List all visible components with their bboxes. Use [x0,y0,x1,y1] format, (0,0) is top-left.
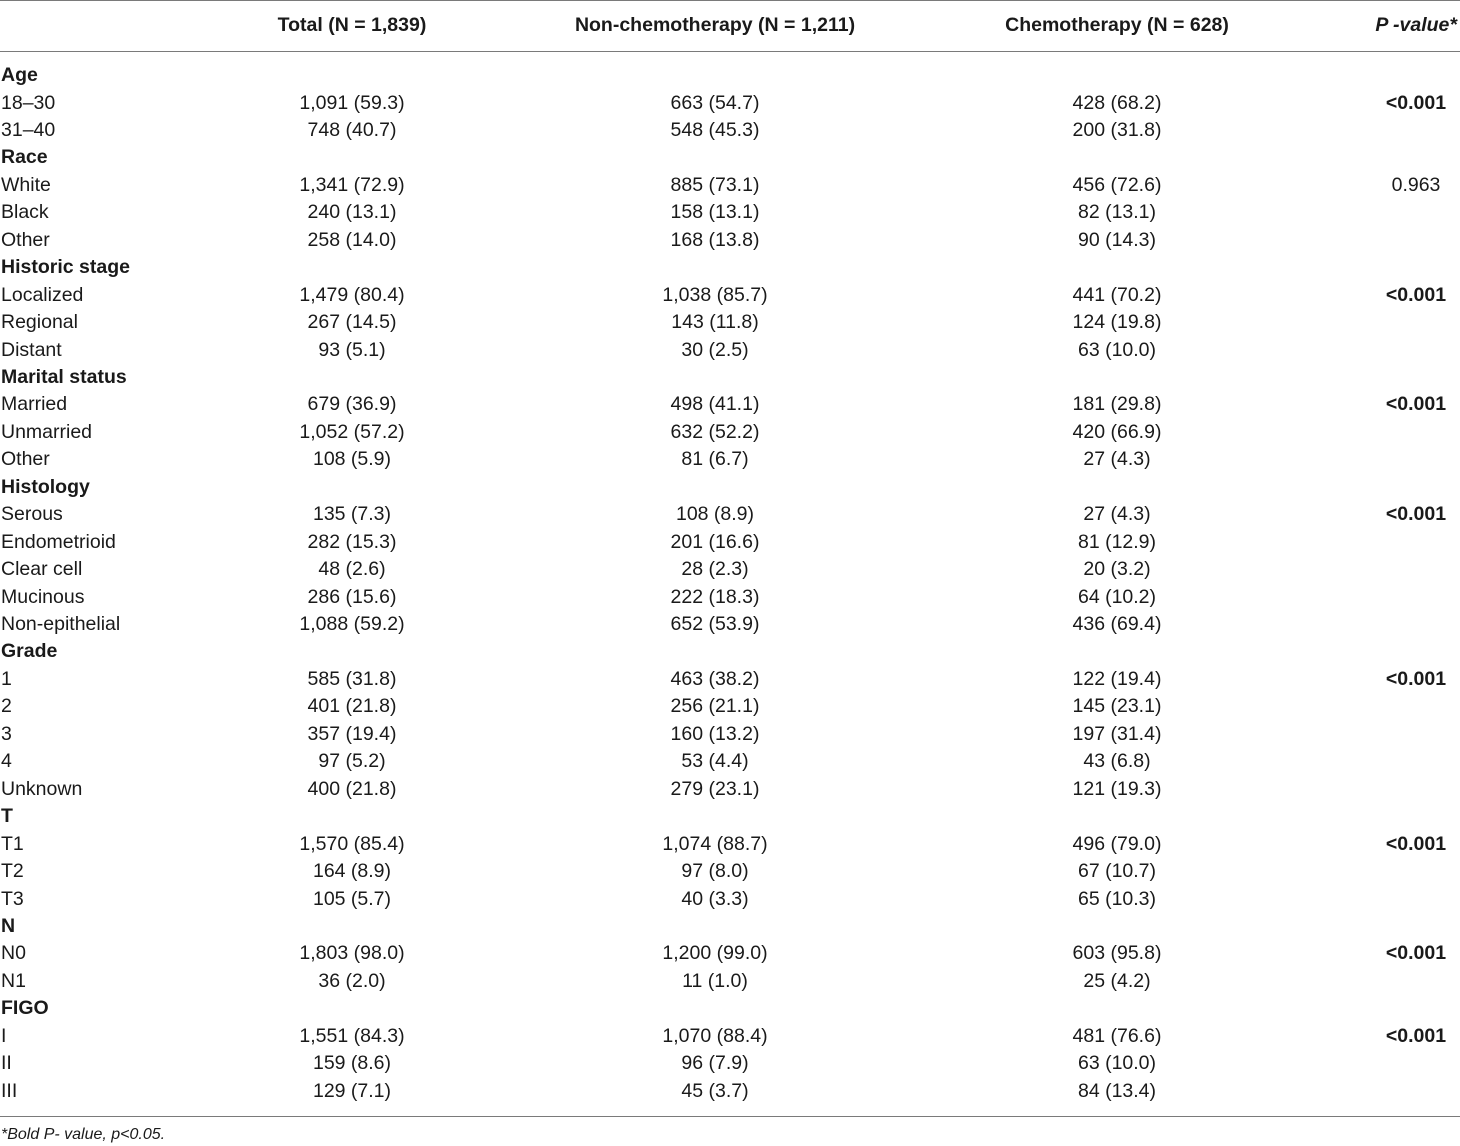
table-row [0,282,1460,309]
cell-non-chemotherapy: 548 (45.3) [670,118,760,141]
cell-non-chemotherapy: 160 (13.2) [670,722,760,745]
cell-non-chemotherapy: 279 (23.1) [670,777,760,800]
row-label: Married [1,393,68,416]
row-label: Localized [1,283,84,306]
cell-total: 357 (19.4) [307,722,397,745]
row-label: T1 [1,832,24,855]
table-row [0,556,1460,583]
table-row [0,309,1460,336]
row-label: 18–30 [1,91,56,114]
row-label: Regional [1,311,78,333]
cell-non-chemotherapy: 632 (52.2) [670,420,760,443]
cell-chemotherapy: 124 (19.8) [1072,311,1162,333]
group-label: Age [1,64,38,86]
cell-total: 164 (8.9) [312,860,392,882]
row-label: 3 [1,722,12,745]
table-row [0,199,1460,226]
cell-chemotherapy: 122 (19.4) [1072,667,1162,690]
cell-total: 1,091 (59.3) [299,91,405,114]
row-label: 31–40 [1,118,56,141]
cell-total: 48 (2.6) [318,558,386,581]
row-label: Black [1,201,49,224]
cell-chemotherapy: 200 (31.8) [1072,118,1162,141]
cell-total: 240 (13.1) [307,201,397,224]
cell-non-chemotherapy: 652 (53.9) [670,613,760,635]
table-row [0,391,1460,418]
cell-chemotherapy: 420 (66.9) [1072,420,1162,443]
cell-p-value: <0.001 [1385,832,1447,855]
cell-chemotherapy: 25 (4.2) [1083,969,1151,992]
cell-total: 748 (40.7) [307,118,397,141]
cell-total: 93 (5.1) [318,338,386,361]
cell-total: 129 (7.1) [312,1079,392,1102]
table-row [0,858,1460,885]
cell-non-chemotherapy: 30 (2.5) [681,338,749,361]
cell-total: 1,570 (85.4) [299,832,405,855]
group-header-row [0,254,1460,281]
table-row [0,776,1460,803]
cell-chemotherapy: 65 (10.3) [1077,887,1157,910]
cell-total: 258 (14.0) [307,228,397,251]
table-row [0,501,1460,528]
group-label: Grade [1,640,58,663]
table-row [0,721,1460,748]
table-row [0,529,1460,556]
table-row [0,419,1460,446]
cell-chemotherapy: 121 (19.3) [1072,777,1162,800]
table-row [0,693,1460,720]
cell-total: 108 (5.9) [312,448,392,471]
cell-non-chemotherapy: 498 (41.1) [670,393,760,416]
cell-total: 679 (36.9) [307,393,397,416]
table-row [0,666,1460,693]
cell-total: 1,479 (80.4) [299,283,405,306]
row-label: T3 [1,887,24,910]
row-label: T2 [1,860,24,882]
cell-non-chemotherapy: 1,200 (99.0) [662,942,768,965]
cell-chemotherapy: 441 (70.2) [1072,283,1162,306]
row-label: N1 [1,969,26,992]
table-row [0,1078,1460,1105]
cell-non-chemotherapy: 143 (11.8) [671,311,759,333]
cell-total: 1,341 (72.9) [299,173,405,196]
bottom-rule [0,1116,1460,1117]
header-rule [0,51,1460,52]
cell-total: 282 (15.3) [307,530,397,553]
cell-non-chemotherapy: 201 (16.6) [670,530,760,553]
row-label: II [1,1052,12,1075]
cell-total: 159 (8.6) [312,1052,392,1075]
group-label: Histology [1,475,90,498]
cell-total: 400 (21.8) [307,777,397,800]
cell-non-chemotherapy: 168 (13.8) [670,228,760,251]
cell-p-value: <0.001 [1385,393,1447,416]
row-label: 1 [1,667,12,690]
group-header-row [0,913,1460,940]
cell-non-chemotherapy: 1,070 (88.4) [662,1024,768,1047]
group-header-row [0,474,1460,501]
cell-p-value: <0.001 [1385,1024,1447,1047]
group-header-row [0,638,1460,665]
cell-p-value: <0.001 [1385,942,1447,965]
cell-non-chemotherapy: 222 (18.3) [670,585,760,608]
top-rule [0,0,1460,1]
cell-non-chemotherapy: 11 (1.0) [682,969,748,992]
cell-non-chemotherapy: 40 (3.3) [681,887,749,910]
table-row [0,1050,1460,1077]
cell-total: 1,088 (59.2) [299,613,405,635]
cell-non-chemotherapy: 463 (38.2) [670,667,760,690]
cell-total: 36 (2.0) [318,969,386,992]
cell-non-chemotherapy: 663 (54.7) [670,91,760,114]
cell-chemotherapy: 436 (69.4) [1072,613,1162,635]
header-cell-p-value: P -value* [1375,14,1457,36]
table-row [0,584,1460,611]
table-row [0,611,1460,638]
row-label: Clear cell [1,558,83,581]
cell-non-chemotherapy: 96 (7.9) [681,1052,749,1075]
table-row [0,940,1460,967]
cell-chemotherapy: 428 (68.2) [1072,91,1162,114]
cell-chemotherapy: 181 (29.8) [1072,393,1162,416]
cell-non-chemotherapy: 256 (21.1) [670,695,760,718]
cell-non-chemotherapy: 108 (8.9) [675,503,755,526]
table-row [0,748,1460,775]
cell-p-value: <0.001 [1385,503,1447,526]
group-label: T [1,805,13,828]
table-footnote: *Bold P- value, p<0.05. [1,1126,166,1143]
cell-p-value: 0.963 [1391,173,1441,196]
table-row [0,227,1460,254]
cell-total: 135 (7.3) [312,503,392,526]
row-label: Unmarried [1,420,93,443]
row-label: Non-epithelial [1,613,121,635]
row-label: Other [1,448,50,471]
header-cell-total: Total (N = 1,839) [277,14,427,36]
cell-non-chemotherapy: 45 (3.7) [681,1079,749,1102]
cell-chemotherapy: 84 (13.4) [1077,1079,1157,1102]
table-header [0,12,1460,39]
cell-chemotherapy: 496 (79.0) [1072,832,1162,855]
table-row [0,117,1460,144]
row-label: Other [1,228,50,251]
row-label: Endometrioid [1,530,116,553]
group-label: N [1,914,16,937]
cell-total: 267 (14.5) [307,311,397,333]
cell-total: 286 (15.6) [307,585,397,608]
cell-total: 585 (31.8) [307,667,397,690]
cell-total: 1,551 (84.3) [299,1024,405,1047]
row-label: Serous [1,503,63,526]
header-cell-non-chemotherapy: Non-chemotherapy (N = 1,211) [574,14,856,36]
row-label: Mucinous [1,585,85,608]
cell-total: 105 (5.7) [312,887,392,910]
table-row [0,886,1460,913]
table-row [0,446,1460,473]
group-label: Race [1,146,48,169]
cell-chemotherapy: 90 (14.3) [1077,228,1157,251]
cell-total: 97 (5.2) [318,750,386,773]
table-row [0,968,1460,995]
cell-chemotherapy: 67 (10.7) [1077,860,1157,882]
table-row [0,337,1460,364]
cell-total: 1,803 (98.0) [299,942,405,965]
group-header-row [0,144,1460,171]
cell-chemotherapy: 27 (4.3) [1083,448,1151,471]
table-row [0,831,1460,858]
cell-chemotherapy: 82 (13.1) [1077,201,1157,224]
cell-chemotherapy: 43 (6.8) [1083,750,1151,773]
row-label: White [1,173,51,196]
cell-chemotherapy: 63 (10.0) [1077,338,1157,361]
cell-p-value: <0.001 [1385,283,1447,306]
table-row [0,1023,1460,1050]
cell-chemotherapy: 456 (72.6) [1072,173,1162,196]
cell-non-chemotherapy: 97 (8.0) [681,860,749,882]
row-label: Unknown [1,777,83,800]
cell-non-chemotherapy: 1,038 (85.7) [662,283,768,306]
group-header-row [0,995,1460,1022]
group-header-row [0,62,1460,89]
cell-chemotherapy: 81 (12.9) [1077,530,1157,553]
cell-chemotherapy: 603 (95.8) [1072,942,1162,965]
group-label: Historic stage [1,256,130,279]
row-label: Distant [1,338,62,361]
cell-chemotherapy: 64 (10.2) [1077,585,1157,608]
cell-chemotherapy: 145 (23.1) [1072,695,1162,718]
group-header-row [0,803,1460,830]
group-label: Marital status [1,365,127,388]
group-header-row [0,364,1460,391]
group-label: FIGO [1,997,49,1020]
cell-chemotherapy: 20 (3.2) [1083,558,1151,581]
cell-p-value: <0.001 [1385,91,1447,114]
row-label: III [1,1079,18,1102]
cell-non-chemotherapy: 28 (2.3) [681,558,749,581]
cell-total: 1,052 (57.2) [299,420,405,443]
table-row [0,172,1460,199]
table-row [0,90,1460,117]
cell-chemotherapy: 63 (10.0) [1077,1052,1157,1075]
row-label: 4 [1,750,12,773]
cell-p-value: <0.001 [1385,667,1447,690]
cell-non-chemotherapy: 885 (73.1) [670,173,760,196]
header-cell-chemotherapy: Chemotherapy (N = 628) [1005,14,1229,36]
cell-chemotherapy: 197 (31.4) [1072,722,1162,745]
cell-non-chemotherapy: 1,074 (88.7) [662,832,768,855]
cell-non-chemotherapy: 53 (4.4) [681,750,749,773]
cell-chemotherapy: 481 (76.6) [1072,1024,1162,1047]
cell-total: 401 (21.8) [307,695,397,718]
cell-non-chemotherapy: 81 (6.7) [681,448,749,471]
row-label: N0 [1,942,26,965]
row-label: I [1,1024,7,1047]
row-label: 2 [1,695,12,718]
cell-non-chemotherapy: 158 (13.1) [670,201,760,224]
cell-chemotherapy: 27 (4.3) [1083,503,1151,526]
